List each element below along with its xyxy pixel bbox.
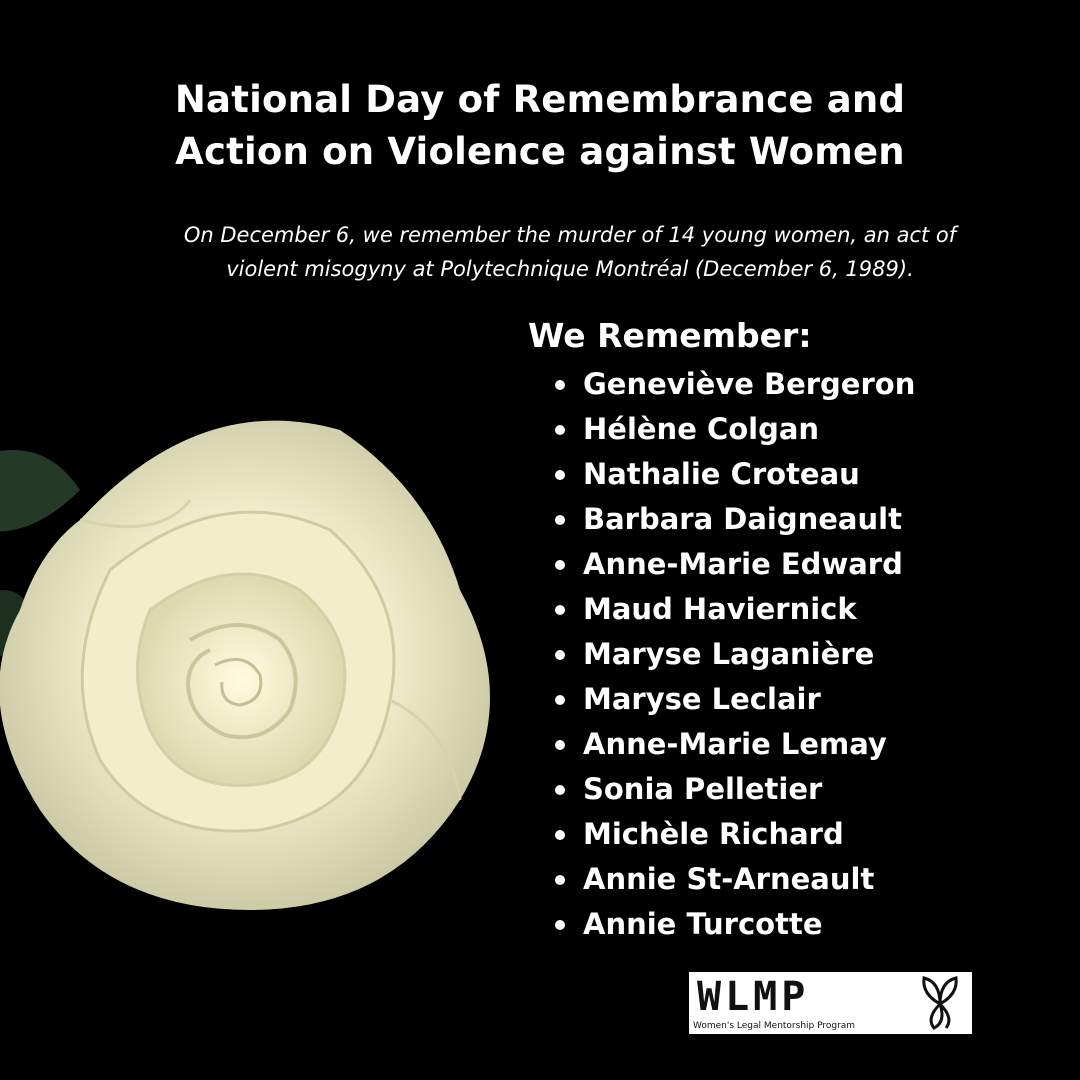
intro-line-1: On December 6, we remember the murder of 14 young women, an act of: [183, 223, 957, 247]
list-item: [555, 452, 915, 497]
name-label: Nathalie Croteau: [583, 457, 860, 491]
bullet-icon: [555, 785, 565, 795]
list-item: [555, 812, 915, 857]
name-label: Maryse Laganière: [583, 637, 875, 671]
name-label: Maud Haviernick: [583, 592, 857, 626]
list-item: [555, 407, 915, 452]
we-remember-heading: We Remember:: [528, 316, 812, 355]
list-item: [555, 362, 915, 407]
list-item: [555, 632, 915, 677]
bullet-icon: [555, 740, 565, 750]
name-label: Annie Turcotte: [583, 907, 823, 941]
bullet-icon: [555, 650, 565, 660]
bullet-icon: [555, 425, 565, 435]
page-title: [0, 74, 1080, 178]
white-rose-image: [0, 370, 540, 930]
intro-text: [100, 218, 1040, 286]
title-line-2: Action on Violence against Women: [175, 130, 905, 173]
bullet-icon: [555, 605, 565, 615]
list-item: [555, 857, 915, 902]
logo-wordmark: WLMP: [697, 974, 810, 1020]
name-label: Anne-Marie Edward: [583, 547, 903, 581]
list-item: [555, 722, 915, 767]
name-label: Maryse Leclair: [583, 682, 821, 716]
bullet-icon: [555, 380, 565, 390]
name-label: Annie St-Arneault: [583, 862, 875, 896]
leaf-knot-icon: [912, 974, 968, 1030]
name-label: Geneviève Bergeron: [583, 367, 916, 401]
list-item: [555, 677, 915, 722]
name-label: Michèle Richard: [583, 817, 844, 851]
list-item: [555, 902, 915, 947]
title-line-1: National Day of Remembrance and: [174, 78, 906, 121]
list-item: [555, 542, 915, 587]
bullet-icon: [555, 515, 565, 525]
list-item: [555, 767, 915, 812]
name-label: Sonia Pelletier: [583, 772, 823, 806]
bullet-icon: [555, 470, 565, 480]
intro-line-2: violent misogyny at Polytechnique Montréal (December 6, 1989).: [226, 257, 914, 281]
name-label: Anne-Marie Lemay: [583, 727, 887, 761]
bullet-icon: [555, 875, 565, 885]
name-label: Barbara Daigneault: [583, 502, 902, 536]
bullet-icon: [555, 920, 565, 930]
wlmp-logo: [689, 972, 972, 1034]
list-item: [555, 497, 915, 542]
logo-subtitle: Women's Legal Mentorship Program: [693, 1021, 856, 1031]
list-item: [555, 587, 915, 632]
name-label: Hélène Colgan: [583, 412, 820, 446]
names-list: [555, 362, 915, 947]
bullet-icon: [555, 695, 565, 705]
bullet-icon: [555, 830, 565, 840]
bullet-icon: [555, 560, 565, 570]
